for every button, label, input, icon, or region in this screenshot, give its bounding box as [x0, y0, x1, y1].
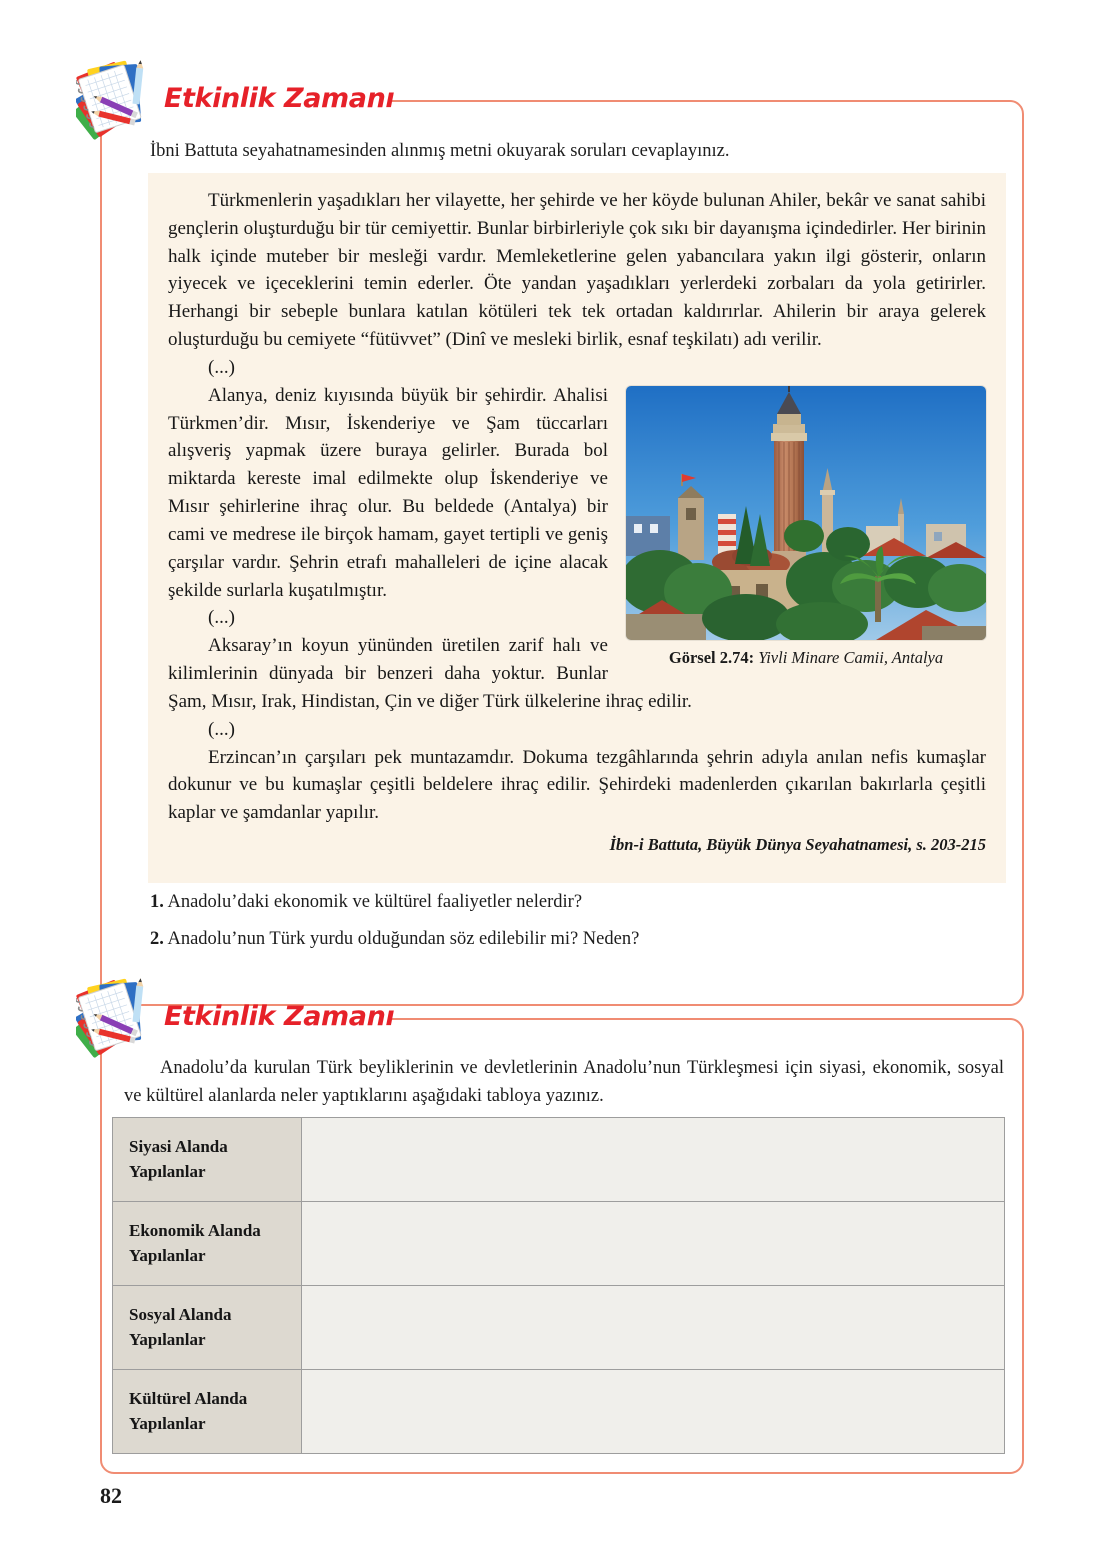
activity-title-two: Etkinlik Zamanı [164, 1001, 395, 1032]
activity-one-instruction: İbni Battuta seyahatnamesinden alınmış metni okuyarak soruları cevaplayınız. [150, 141, 730, 161]
question-number: 1. [150, 892, 164, 912]
quote-block [148, 173, 1006, 883]
row-label-sosyal: Sosyal Alanda Yapılanlar [113, 1286, 302, 1370]
quote-source: İbn-i Battuta, Büyük Dünya Seyahatnamesi, s. 203-215 [609, 835, 986, 855]
row-answer-siyasi[interactable] [302, 1118, 1005, 1202]
quote-paragraph-1: Türkmenlerin yaşadıkları her vilayette, her şehirde ve her köyde bulunan Ahiler, bekâr ve sanat sahibi gençlerin oluşturduğu bir tür cemiyettir. Bunlar birbirleriyle çok sıkı bir dayanışma içindedirler. Her birinin halk içinde muteber bir mesleği vardır. Memleketlerine gelen yabancılara yakın ilgi gösterir, onların yiyecek ve içeceklerini temin ederler. Öte yandan yaşadıkları yerlerdeki zorbaları da yola getirirler. Herhangi bir sebeple bunlara katılan kötüleri tek tek ortadan kaldırırlar. Ahilerin bir araya gelerek oluşturduğu bu cemiyete “fütüvvet” (Dinî ve mesleki birlik, esnaf teşkilatı) adı verilir. [168, 190, 986, 351]
figure-image [626, 386, 986, 640]
activity-title-one: Etkinlik Zamanı [164, 83, 395, 114]
quote-ellipsis-3: (...) [208, 718, 235, 740]
row-answer-sosyal[interactable] [302, 1286, 1005, 1370]
activity-heading-one [76, 60, 394, 140]
question-text: Anadolu’nun Türk yurdu olduğundan söz edilebilir mi? Neden? [167, 929, 640, 949]
quote-paragraph-4: Erzincan’ın çarşıları pek muntazamdır. Dokuma tezgâhlarında şehrin adıyla anılan nefis kumaşlar dokunur ve bu kumaşlar çeşitli beldelere ihraç edilir. Şehirdeki madenlerden çıkarılan bakırlarla çeşitli kaplar ve şamdanlar yapılır. [168, 746, 986, 824]
row-label-kulturel: Kültürel Alanda Yapılanlar [113, 1370, 302, 1454]
page-number: 82 [100, 1483, 122, 1508]
quote-ellipsis-2: (...) [208, 607, 235, 629]
table-row [113, 1202, 1005, 1286]
quote-paragraph-2: Alanya, deniz kıyısında büyük bir şehirdir. Ahalisi Türkmen’dir. Mısır, İskenderiye ve Şam tüccarları alışveriş yapmak üzere buraya gelirler. Burada bol miktarda kereste imal edilmekte olup İskenderiye ve Mısır şehirlerine ihraç olur. Bu beldede (Antalya) bir cami ve medrese ile birçok hamam, gayet tertipli ve geniş çarşılar vardır. Şehrin etrafı mahalleleri de içine alacak şekilde surlarla kuşatılmıştır. [168, 384, 608, 601]
row-answer-ekonomik[interactable] [302, 1202, 1005, 1286]
row-label-ekonomik: Ekonomik Alanda Yapılanlar [113, 1202, 302, 1286]
activity-two-instruction: Anadolu’da kurulan Türk beyliklerinin ve devletlerinin Anadolu’nun Türkleşmesi için siyasi, ekonomik, sosyal ve kültürel alanlarda neler yaptıklarını aşağıdaki tabloya yazınız. [124, 1058, 1004, 1106]
figure-yivli-minare [626, 386, 986, 669]
quote-ellipsis-1: (...) [208, 356, 235, 378]
table-row [113, 1286, 1005, 1370]
table-row [113, 1370, 1005, 1454]
row-answer-kulturel[interactable] [302, 1370, 1005, 1454]
figure-caption-text: Yivli Minare Camii, Antalya [758, 647, 944, 667]
activity-heading-two [76, 978, 394, 1058]
question-number: 2. [150, 929, 164, 949]
figure-label: Görsel 2.74: [668, 647, 755, 667]
notebook-pencils-icon [76, 978, 154, 1058]
question-item [150, 927, 639, 951]
row-label-siyasi: Siyasi Alanda Yapılanlar [113, 1118, 302, 1202]
figure-caption [626, 648, 986, 669]
question-text: Anadolu’daki ekonomik ve kültürel faaliyetler nelerdir? [167, 892, 583, 912]
quote-paragraph-3: Aksaray’ın koyun yününden üretilen zarif halı ve kilimlerinin dünyada bir benzeri daha yoktur. Bunlar Şam, Mısır, Irak, Hindistan, Çin ve diğer Türk ülkelerine ihraç edilir. [168, 635, 692, 712]
question-item [150, 890, 582, 914]
table-row [113, 1118, 1005, 1202]
notebook-pencils-icon [76, 60, 154, 140]
worksheet-table [112, 1117, 1005, 1454]
